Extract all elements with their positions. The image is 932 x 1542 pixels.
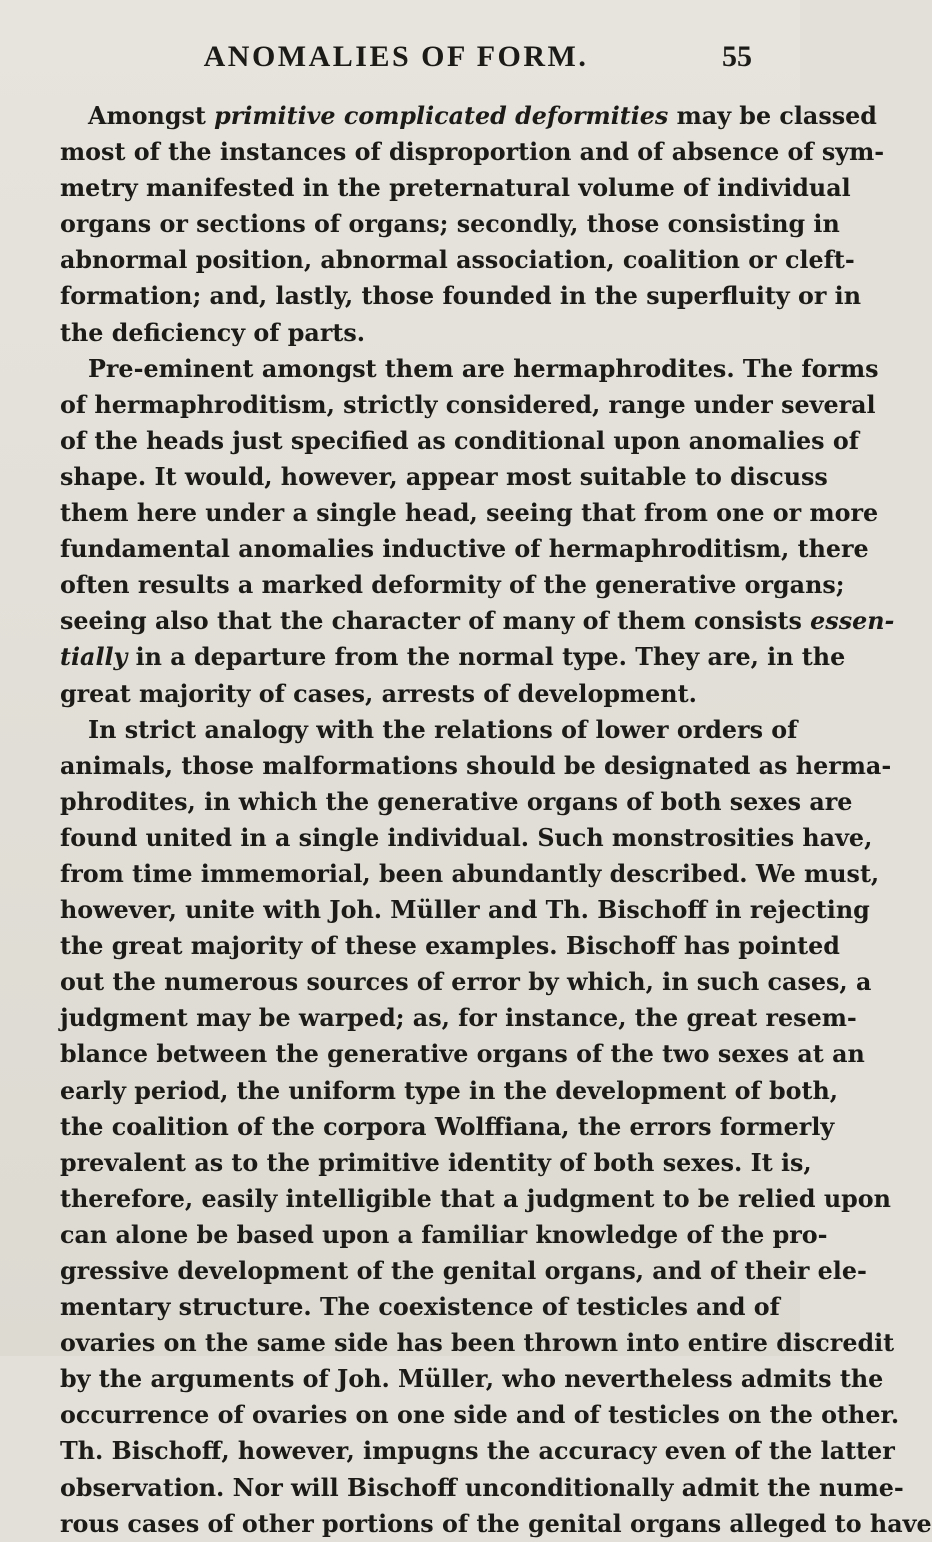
text-line-3-17: mentary structure. The coexistence of testicles and of xyxy=(60,1293,780,1322)
text-line-3-7: the great majority of these examples. Bischoff has pointed xyxy=(60,932,840,961)
text-line-2-5: them here under a single head, seeing that from one or more xyxy=(60,499,879,528)
text-line-2-6: fundamental anomalies inductive of hermaphroditism, there xyxy=(60,535,869,564)
text-line-3-18: ovaries on the same side has been thrown into entire discredit xyxy=(60,1329,895,1358)
page-header xyxy=(40,40,752,80)
text-line-1-1: Amongst primitive complicated deformities may be classed xyxy=(88,102,877,130)
text-line-2-4: shape. It would, however, appear most suitable to discuss xyxy=(60,462,828,491)
text-line-3-8: out the numerous sources of error by which, in such cases, a xyxy=(60,968,872,997)
text-line-1-6: formation; and, lastly, those founded in the superfluity or in xyxy=(60,282,862,311)
text-line-1-2: most of the instances of disproportion and of absence of sym- xyxy=(60,138,885,167)
text-line-2-10: great majority of cases, arrests of development. xyxy=(60,679,697,708)
body-text xyxy=(60,98,932,1542)
text-line-3-22: observation. Nor will Bischoff unconditionally admit the nume- xyxy=(60,1473,904,1502)
text-line-3-6: however, unite with Joh. Müller and Th. Bischoff in rejecting xyxy=(60,896,870,925)
text-line-3-1: In strict analogy with the relations of lower orders of xyxy=(88,715,798,744)
text-line-3-10: blance between the generative organs of the two sexes at an xyxy=(60,1040,865,1069)
text-line-1-5: abnormal position, abnormal association, coalition or cleft- xyxy=(60,246,855,275)
text-line-3-2: animals, those malformations should be designated as herma- xyxy=(60,751,892,780)
text-line-1-3: metry manifested in the preternatural volume of individual xyxy=(60,174,851,203)
text-line-1-4: organs or sections of organs; secondly, those consisting in xyxy=(60,210,840,239)
text-line-2-9: tially in a departure from the normal type. They are, in the xyxy=(60,643,846,672)
text-line-3-20: occurrence of ovaries on one side and of testicles on the other. xyxy=(60,1401,900,1430)
paragraph-3 xyxy=(60,712,932,1542)
paragraph-2 xyxy=(60,351,895,712)
paragraph-1 xyxy=(60,98,885,351)
italic-phrase: tially xyxy=(60,643,128,672)
text-line-3-14: therefore, easily intelligible that a judgment to be relied upon xyxy=(60,1184,891,1213)
text-line-3-19: by the arguments of Joh. Müller, who nevertheless admits the xyxy=(60,1365,884,1394)
text-line-2-8: seeing also that the character of many of them consists essen- xyxy=(60,607,895,636)
text-line-2-2: of hermaphroditism, strictly considered, range under several xyxy=(60,390,876,419)
text-line-3-9: judgment may be warped; as, for instance, the great resem- xyxy=(60,1004,857,1033)
text-line-2-1: Pre-eminent amongst them are hermaphrodites. The forms xyxy=(88,354,879,383)
text-line-3-23: rous cases of other portions of the genital organs alleged to have xyxy=(60,1509,932,1538)
text-line-3-5: from time immemorial, been abundantly described. We must, xyxy=(60,859,880,888)
text-line-3-4: found united in a single individual. Such monstrosities have, xyxy=(60,823,873,852)
text-line-3-21: Th. Bischoff, however, impugns the accuracy even of the latter xyxy=(60,1437,895,1466)
running-title: ANOMALIES OF FORM. xyxy=(203,40,589,73)
italic-phrase: primitive complicated deformities xyxy=(214,102,669,130)
italic-phrase: essen- xyxy=(810,607,895,636)
text-line-3-3: phrodites, in which the generative organs of both sexes are xyxy=(60,787,853,816)
page-number: 55 xyxy=(722,40,752,73)
text-line-1-7: the deficiency of parts. xyxy=(60,318,366,347)
text-line-3-15: can alone be based upon a familiar knowledge of the pro- xyxy=(60,1220,828,1249)
text-line-3-16: gressive development of the genital organs, and of their ele- xyxy=(60,1257,867,1285)
text-line-2-7: often results a marked deformity of the generative organs; xyxy=(60,571,845,600)
text-line-3-11: early period, the uniform type in the development of both, xyxy=(60,1076,839,1105)
text-line-2-3: of the heads just specified as conditional upon anomalies of xyxy=(60,426,859,455)
text-line-3-12: the coalition of the corpora Wolffiana, the errors formerly xyxy=(60,1112,835,1141)
text-line-3-13: prevalent as to the primitive identity of both sexes. It is, xyxy=(60,1148,812,1177)
